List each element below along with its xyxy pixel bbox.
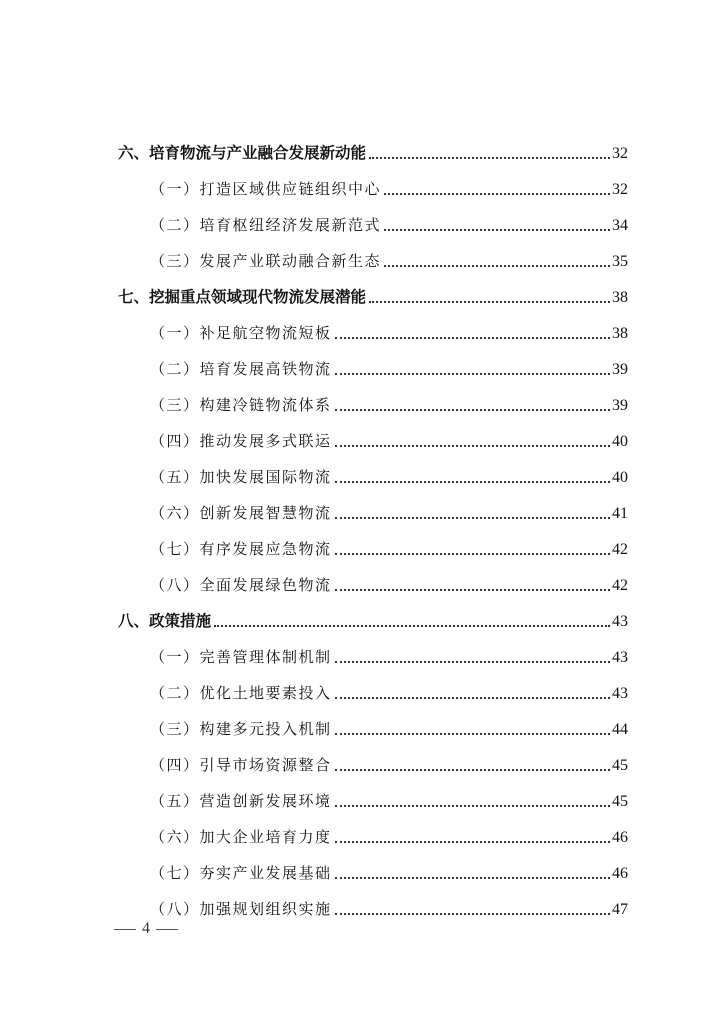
dot-leader — [335, 589, 610, 591]
toc-section-8-3[interactable] — [0, 703, 724, 739]
toc-section-8-4[interactable] — [0, 739, 724, 775]
toc-entry-page: 39 — [612, 361, 628, 378]
dot-leader — [335, 913, 610, 915]
toc-entry-label: （三）构建冷链物流体系 — [150, 396, 332, 414]
dot-leader — [335, 373, 610, 375]
dot-leader — [335, 409, 610, 411]
toc-entry-page: 40 — [612, 469, 628, 486]
toc-entry-label: （三）发展产业联动融合新生态 — [150, 252, 382, 270]
toc-entry-page: 46 — [612, 865, 628, 882]
dot-leader — [335, 517, 610, 519]
toc-chapter-6[interactable] — [0, 127, 724, 163]
toc-section-7-3[interactable] — [0, 379, 724, 415]
toc-section-7-2[interactable] — [0, 343, 724, 379]
toc-entry-page: 38 — [612, 289, 628, 306]
dot-leader — [335, 337, 610, 339]
toc-entry-label: （二）培育枢纽经济发展新范式 — [150, 216, 382, 234]
toc-section-6-2[interactable] — [0, 199, 724, 235]
toc-entry-page: 34 — [612, 217, 628, 234]
toc-entry-label: （八）加强规划组织实施 — [150, 900, 332, 918]
toc-section-7-1[interactable] — [0, 307, 724, 343]
toc-section-7-8[interactable] — [0, 559, 724, 595]
dot-leader — [335, 445, 610, 447]
toc-entry-label: （六）创新发展智慧物流 — [150, 504, 332, 522]
dot-leader — [335, 697, 610, 699]
dot-leader — [369, 301, 610, 303]
toc-entry-page: 43 — [612, 649, 628, 666]
toc-section-7-6[interactable] — [0, 487, 724, 523]
dot-leader — [335, 877, 610, 879]
toc-entry-label: （四）引导市场资源整合 — [150, 756, 332, 774]
toc-entry-page: 45 — [612, 793, 628, 810]
toc-entry-page: 38 — [612, 325, 628, 342]
footer-dash-left — [114, 929, 136, 930]
toc-section-6-3[interactable] — [0, 235, 724, 271]
toc-entry-page: 39 — [612, 397, 628, 414]
toc-entry-label: （三）构建多元投入机制 — [150, 720, 332, 738]
dot-leader — [384, 229, 610, 231]
toc-entry-page: 44 — [612, 721, 628, 738]
toc-chapter-8[interactable] — [0, 595, 724, 631]
toc-entry-label: （七）夯实产业发展基础 — [150, 864, 332, 882]
dot-leader — [335, 769, 610, 771]
dot-leader — [335, 661, 610, 663]
toc-section-7-5[interactable] — [0, 451, 724, 487]
toc-entry-label: 七、挖掘重点领域现代物流发展潜能 — [118, 288, 367, 306]
footer-dash-right — [156, 929, 178, 930]
toc-section-7-4[interactable] — [0, 415, 724, 451]
toc-entry-label: （七）有序发展应急物流 — [150, 540, 332, 558]
dot-leader — [335, 805, 610, 807]
toc-entry-label: 六、培育物流与产业融合发展新动能 — [118, 144, 367, 162]
dot-leader — [384, 265, 610, 267]
page-footer — [108, 920, 184, 938]
dot-leader — [335, 841, 610, 843]
toc-entry-page: 40 — [612, 433, 628, 450]
toc-entry-page: 32 — [612, 145, 628, 162]
toc-entry-label: （一）打造区域供应链组织中心 — [150, 180, 382, 198]
toc-entry-label: （二）优化土地要素投入 — [150, 684, 332, 702]
toc-entry-page: 42 — [612, 577, 628, 594]
toc-entry-label: （五）营造创新发展环境 — [150, 792, 332, 810]
toc-entry-label: （五）加快发展国际物流 — [150, 468, 332, 486]
toc-entry-page: 32 — [612, 181, 628, 198]
toc-entry-page: 45 — [612, 757, 628, 774]
toc-entry-page: 47 — [612, 901, 628, 918]
page-number: 4 — [142, 920, 150, 937]
dot-leader — [384, 193, 610, 195]
toc-entry-label: （六）加大企业培育力度 — [150, 828, 332, 846]
toc-entry-label: （四）推动发展多式联运 — [150, 432, 332, 450]
toc-section-8-1[interactable] — [0, 631, 724, 667]
toc-section-8-6[interactable] — [0, 811, 724, 847]
toc-section-8-8[interactable] — [0, 883, 724, 919]
dot-leader — [369, 157, 610, 159]
toc-section-8-2[interactable] — [0, 667, 724, 703]
toc-entry-label: （二）培育发展高铁物流 — [150, 360, 332, 378]
dot-leader — [335, 733, 610, 735]
toc-entry-label: 八、政策措施 — [118, 612, 212, 630]
table-of-contents — [0, 127, 724, 919]
dot-leader — [335, 481, 610, 483]
toc-chapter-7[interactable] — [0, 271, 724, 307]
toc-section-8-5[interactable] — [0, 775, 724, 811]
toc-entry-label: （一）完善管理体制机制 — [150, 648, 332, 666]
toc-entry-label: （八）全面发展绿色物流 — [150, 576, 332, 594]
dot-leader — [214, 625, 610, 627]
toc-entry-page: 35 — [612, 253, 628, 270]
toc-entry-page: 43 — [612, 613, 628, 630]
toc-entry-label: （一）补足航空物流短板 — [150, 324, 332, 342]
toc-section-8-7[interactable] — [0, 847, 724, 883]
toc-entry-page: 41 — [612, 505, 628, 522]
toc-section-6-1[interactable] — [0, 163, 724, 199]
toc-section-7-7[interactable] — [0, 523, 724, 559]
toc-entry-page: 43 — [612, 685, 628, 702]
toc-entry-page: 42 — [612, 541, 628, 558]
dot-leader — [335, 553, 610, 555]
toc-entry-page: 46 — [612, 829, 628, 846]
